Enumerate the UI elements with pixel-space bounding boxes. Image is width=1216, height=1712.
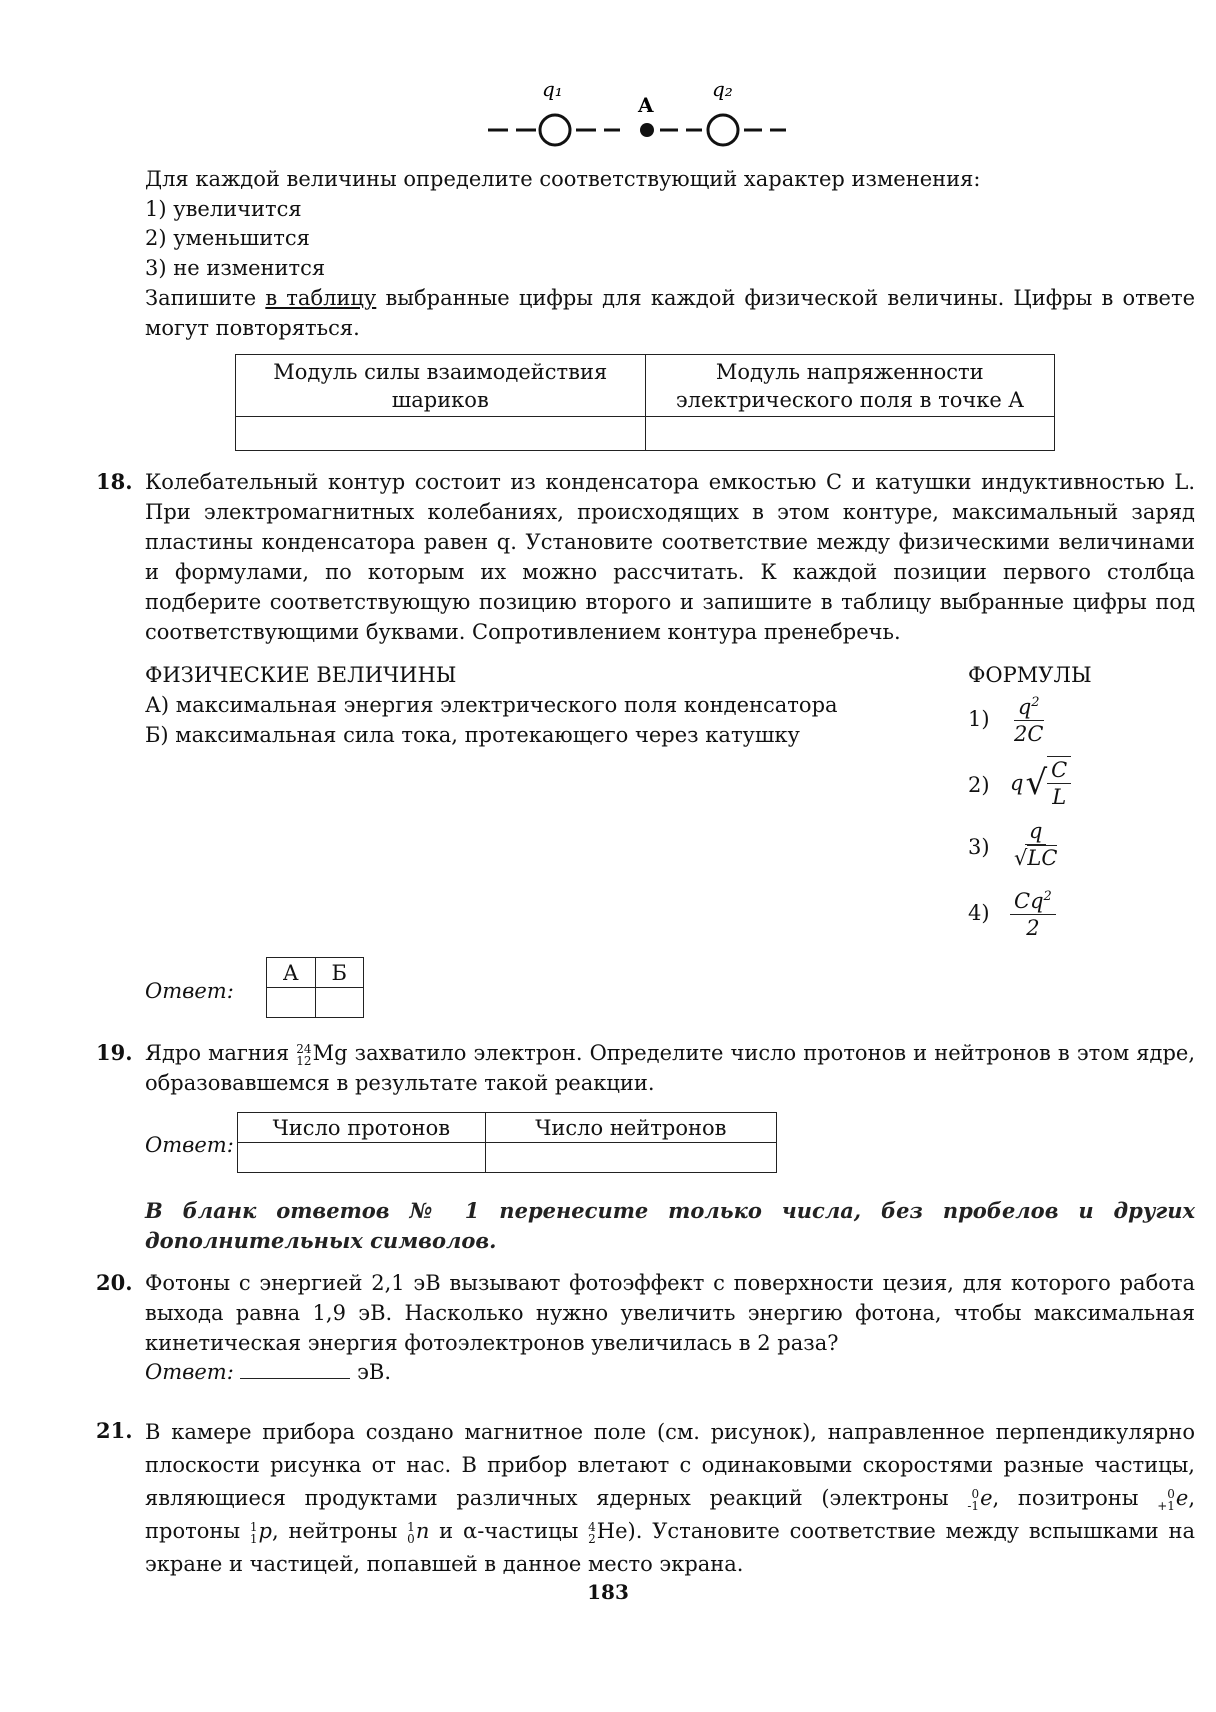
q19-col-protons: Число протонов (238, 1113, 486, 1143)
q18-answer-cell-a[interactable] (267, 988, 316, 1018)
q20-answer-line: Ответ: эВ. (145, 1360, 392, 1384)
q17-answer-cell-2[interactable] (645, 417, 1055, 451)
q18-text: Колебательный контур состоит из конденсатора емкостью C и катушки индуктивностью L. При электромагнитных колебаниях, происходящих в этом контуре, максимальный заряд пластины конденсатора равен q. Установите соответствие между физическими величинами и формулами, по которым их можно рассчитать. К каждой позиции первого столбца подберите соответствующую позицию второго и запишите в таблицу выбранные цифры под соответствующими буквами. Сопротивлением контура пренебречь. (145, 470, 1195, 644)
charge-q1-ball (540, 115, 570, 145)
q20-text: Фотоны с энергией 2,1 эВ вызывают фотоэффект с поверхности цезия, для которого работа выхода равна 1,9 эВ. Насколько нужно увеличить энергию фотона, чтобы максимальная кинетическая энергия фотоэлектронов увеличилась в 2 раза? (145, 1271, 1195, 1355)
q19-note: В бланк ответов № 1 перенесите только числа, без пробелов и других дополнительных символов. (145, 1198, 1195, 1253)
q17-option-3: 3) не изменится (145, 256, 326, 280)
formula-1: $\frac{q^2}{2C}$ (1010, 690, 1047, 747)
q19-number: 19. (96, 1040, 133, 1065)
q19-col-neutrons: Число нейтронов (485, 1113, 776, 1143)
formula-1-label: 1) (968, 707, 990, 731)
q17-option-2: 2) уменьшится (145, 226, 310, 250)
point-a-label: A (638, 93, 654, 117)
q18-answer-col-b: Б (315, 958, 364, 988)
q18-item-a: А) максимальная энергия электрического поля конденсатора (145, 693, 838, 717)
q20-answer-blank[interactable] (240, 1358, 350, 1379)
q18-answer-table (266, 957, 364, 1018)
q17-answer-table (235, 354, 1055, 451)
formula-3: $\frac{q}{√LC}$ (1014, 819, 1058, 870)
q19-answer-neutrons[interactable] (485, 1143, 776, 1173)
q17-col2-header: Модуль напряженности электрического поля в точке A (645, 355, 1055, 417)
q17-col1-header: Модуль силы взаимодействия шариков (236, 355, 646, 417)
point-a-dot (640, 123, 654, 137)
q18-item-b: Б) максимальная сила тока, протекающего через катушку (145, 723, 800, 747)
formula-4-label: 4) (968, 901, 990, 925)
formula-2-label: 2) (968, 773, 990, 797)
formula-2: q √ $\frac{C}{L}$ (1010, 756, 1071, 810)
q18-right-header: ФОРМУЛЫ (968, 663, 1092, 687)
q19-answer-label: Ответ: (145, 1133, 234, 1157)
page-number: 183 (587, 1580, 629, 1604)
q18-left-header: ФИЗИЧЕСКИЕ ВЕЛИЧИНЫ (145, 663, 457, 687)
q17-option-1: 1) увеличится (145, 197, 302, 221)
q18-answer-cell-b[interactable] (315, 988, 364, 1018)
formula-4: $\frac{Cq^2}{2}$ (1010, 884, 1056, 941)
charges-diagram (480, 78, 810, 158)
q18-answer-label: Ответ: (145, 979, 234, 1003)
charge-q2-label: q₂ (712, 78, 733, 101)
q17-answer-cell-1[interactable] (236, 417, 646, 451)
formula-3-label: 3) (968, 835, 990, 859)
q17-instruction: Запишите в таблицу выбранные цифры для каждой физической величины. Цифры в ответе могут повторяться. (145, 286, 1196, 340)
q18-number: 18. (96, 469, 133, 494)
charge-q1-label: q₁ (542, 78, 563, 101)
q21-number: 21. (96, 1418, 133, 1443)
q18-answer-col-a: А (267, 958, 316, 988)
q19-answer-protons[interactable] (238, 1143, 486, 1173)
q19-text: Ядро магния 24 12 Mg захватило электрон. Определите число протонов и нейтронов в этом ядре, образовавшемся в результате такой реакции. (145, 1041, 1196, 1095)
q19-answer-table (237, 1112, 777, 1173)
charge-q2-ball (708, 115, 738, 145)
q21-text: В камере прибора создано магнитное поле (см. рисунок), направленное перпендикулярно плоскости рисунка от нас. В прибор влетают с одинаковыми скоростями разные частицы, являющиеся продуктами различных ядерных реакций (электроны 0 -1 e, позитроны 0 +1 e, протоны 1 1 p, нейтроны 1 0 n и α-частицы 4 2 He). Установите соответствие между вспышками на экране и частицей, попавшей в данное место экрана. (145, 1420, 1196, 1576)
q20-number: 20. (96, 1270, 133, 1295)
q17-intro: Для каждой величины определите соответствующий характер изменения: (145, 167, 981, 191)
